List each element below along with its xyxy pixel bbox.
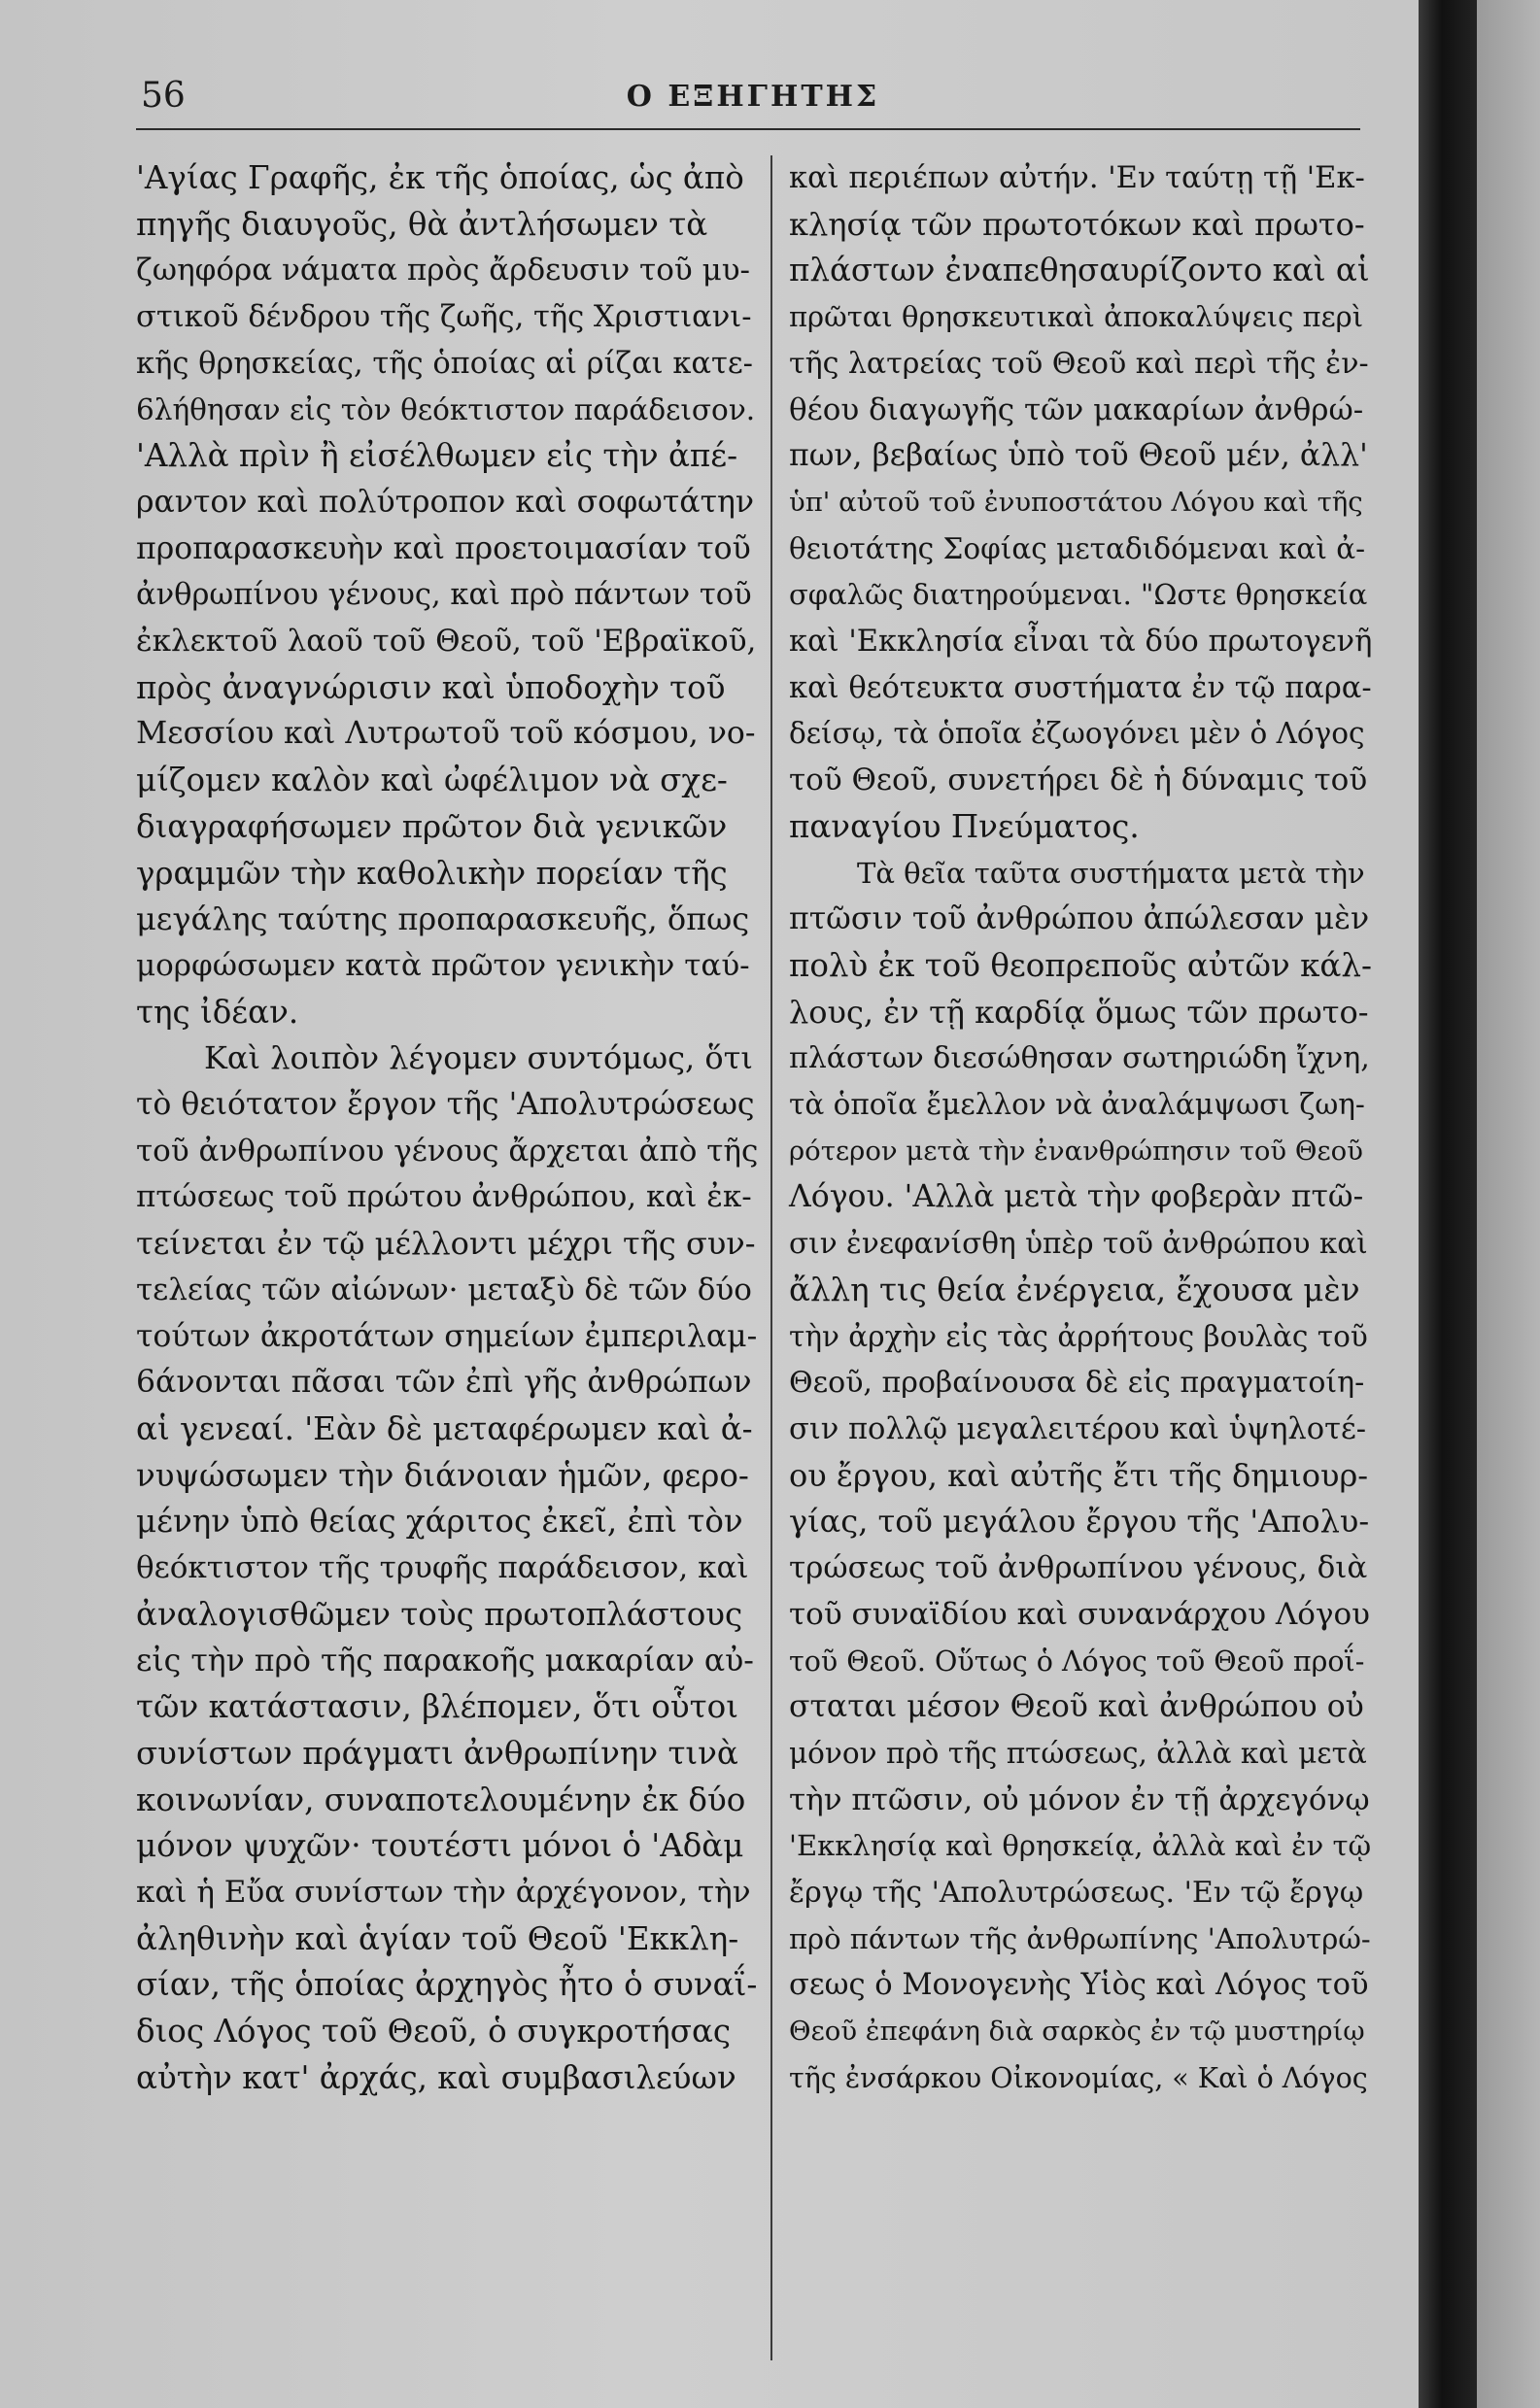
text-line: τῆς λατρείας τοῦ Θεοῦ καὶ περὶ τῆς ἐν- <box>789 346 1369 381</box>
text-line: ὑπ' αὐτοῦ τοῦ ἐνυποστάτου Λόγου καὶ τῆς <box>789 486 1363 518</box>
text-line: τρώσεως τοῦ ἀνθρωπίνου γένους, διὰ <box>789 1550 1368 1586</box>
left-text-column <box>136 155 758 2102</box>
text-line: τοῦ Θεοῦ, συνετήρει δὲ ἡ δύναμις τοῦ <box>789 763 1368 798</box>
text-line: θεόκτιστον τῆς τρυφῆς παράδεισον, καὶ <box>136 1550 749 1586</box>
text-line: ἀναλογισθῶμεν τοὺς πρωτοπλάστους <box>136 1595 743 1633</box>
text-line: πλάστων ἐναπεθησαυρίζοντο καὶ αἱ <box>789 252 1370 289</box>
text-line: κῆς θρησκείας, τῆς ὁποίας αἱ ρίζαι κατε- <box>136 346 753 381</box>
text-line: πρὸ πάντων τῆς ἀνθρωπίνης 'Απολυτρώ- <box>789 1921 1371 1955</box>
text-line: τελείας τῶν αἰώνων· μεταξὺ δὲ τῶν δύο <box>136 1272 752 1307</box>
text-line: Μεσσίου καὶ Λυτρωτοῦ τοῦ κόσμου, νο- <box>136 716 756 752</box>
text-line: τοῦ ἀνθρωπίνου γένους ἄρχεται ἀπὸ τῆς <box>136 1133 759 1169</box>
text-line: τῆς ἐνσάρκου Οἰκονομίας, « Καὶ ὁ Λόγος <box>789 2061 1368 2094</box>
text-line: τοῦ συναϊδίου καὶ συνανάρχου Λόγου <box>789 1596 1370 1632</box>
text-line: της ἰδέαν. <box>136 993 299 1031</box>
text-line: τῶν κατάστασιν, βλέπομεν, ὅτι οὗτοι <box>136 1688 738 1726</box>
text-line: κοινωνίαν, συναποτελουμένην ἐκ δύο <box>136 1781 746 1818</box>
text-line: τείνεται ἐν τῷ μέλλοντι μέχρι τῆς συν- <box>136 1225 756 1263</box>
text-line: διος Λόγος τοῦ Θεοῦ, ὁ συγκροτήσας <box>136 2013 732 2051</box>
running-title: Ο ΕΞΗΓΗΤΗΣ <box>626 80 880 114</box>
text-line: θειοτάτης Σοφίας μεταδιδόμεναι καὶ ἀ- <box>789 531 1366 565</box>
text-line: ἐκλεκτοῦ λαοῦ τοῦ Θεοῦ, τοῦ 'Εβραϊκοῦ, <box>136 624 757 660</box>
text-line: τοῦ Θεοῦ. Οὕτως ὁ Λόγος τοῦ Θεοῦ προΐ- <box>789 1645 1365 1678</box>
text-line: νυψώσωμεν τὴν διάνοιαν ἡμῶν, φερο- <box>136 1456 749 1494</box>
text-line: μεγάλης ταύτης προπαρασκευῆς, ὅπως <box>136 900 750 938</box>
right-text-column <box>789 155 1372 2102</box>
page-header <box>141 76 1365 124</box>
text-line: 'Αλλὰ πρὶν ἢ εἰσέλθωμεν εἰς τὴν ἀπέ- <box>136 437 738 475</box>
text-line: καὶ περιέπων αὐτήν. 'Εν ταύτῃ τῇ 'Εκ- <box>789 161 1365 195</box>
text-line: τὴν πτῶσιν, οὐ μόνον ἐν τῇ ἀρχεγόνῳ <box>789 1781 1370 1817</box>
text-line: αὐτὴν κατ' ἀρχάς, καὶ συμβασιλεύων <box>136 2058 736 2096</box>
text-line: ἀνθρωπίνου γένους, καὶ πρὸ πάντων τοῦ <box>136 578 752 613</box>
text-line: πολὺ ἐκ τοῦ θεοπρεποῦς αὐτῶν κάλ- <box>789 946 1372 984</box>
text-line: σεως ὁ Μονογενὴς Υἱὸς καὶ Λόγος τοῦ <box>789 1968 1369 2003</box>
text-line: 'Αγίας Γραφῆς, ἐκ τῆς ὁποίας, ὡς ἀπὸ <box>136 159 744 196</box>
text-line: τὸ θειότατον ἔργον τῆς 'Απολυτρώσεως <box>136 1087 755 1123</box>
text-line: ἀληθινὴν καὶ ἁγίαν τοῦ Θεοῦ 'Εκκλη- <box>136 1919 739 1957</box>
text-line: συνίστων πράγματι ἀνθρωπίνην τινὰ <box>136 1734 738 1772</box>
text-line: πλάστων διεσώθησαν σωτηριώδη ἴχνη, <box>789 1041 1370 1076</box>
text-line: πτώσεως τοῦ πρώτου ἀνθρώπου, καὶ ἐκ- <box>136 1179 752 1215</box>
text-line: πρὸς ἀναγνώρισιν καὶ ὑποδοχὴν τοῦ <box>136 668 726 706</box>
text-line: Καὶ λοιπὸν λέγομεν συντόμως, ὅτι <box>204 1039 753 1077</box>
text-line: ου ἔργου, καὶ αὐτῆς ἔτι τῆς δημιουρ- <box>789 1456 1369 1494</box>
text-line: δείσῳ, τὰ ὁποῖα ἐζωογόνει μὲν ὁ Λόγος <box>789 717 1365 751</box>
text-line: ἔργῳ τῆς 'Απολυτρώσεως. 'Εν τῷ ἔργῳ <box>789 1876 1364 1911</box>
book-spine <box>1419 0 1477 2408</box>
text-line: Τὰ θεῖα ταῦτα συστήματα μετὰ τὴν <box>857 856 1365 890</box>
text-line: Θεοῦ ἐπεφάνη διὰ σαρκὸς ἐν τῷ μυστηρίῳ <box>789 2016 1365 2048</box>
column-divider <box>770 155 772 2360</box>
text-line: θέου διαγωγῆς τῶν μακαρίων ἀνθρώ- <box>789 391 1364 427</box>
text-line: πρῶται θρησκευτικαὶ ἀποκαλύψεις περὶ <box>789 300 1364 334</box>
text-line: ρότερον μετὰ τὴν ἐνανθρώπησιν τοῦ Θεοῦ <box>789 1135 1363 1167</box>
text-line: ἄλλη τις θεία ἐνέργεια, ἔχουσα μὲν <box>789 1271 1360 1308</box>
text-line: ραντον καὶ πολύτροπον καὶ σοφωτάτην <box>136 484 755 520</box>
text-line: 6λήθησαν εἰς τὸν θεόκτιστον παράδεισον. <box>136 392 756 426</box>
header-rule <box>136 128 1360 130</box>
text-line: πων, βεβαίως ὑπὸ τοῦ Θεοῦ μέν, ἀλλ' <box>789 438 1368 474</box>
text-line: μορφώσωμεν κατὰ πρῶτον γενικὴν ταύ- <box>136 947 750 983</box>
text-line: πτῶσιν τοῦ ἀνθρώπου ἀπώλεσαν μὲν <box>789 901 1370 937</box>
text-line: μόνον ψυχῶν· τουτέστι μόνοι ὁ 'Αδὰμ <box>136 1827 744 1865</box>
text-line: καὶ 'Εκκλησία εἶναι τὰ δύο πρωτογενῆ <box>789 625 1373 660</box>
text-line: διαγραφήσωμεν πρῶτον διὰ γενικῶν <box>136 807 728 845</box>
text-line: 6άνονται πᾶσαι τῶν ἐπὶ γῆς ἀνθρώπων <box>136 1365 752 1401</box>
text-line: μόνον πρὸ τῆς πτώσεως, ἀλλὰ καὶ μετὰ <box>789 1736 1367 1770</box>
text-line: πηγῆς διαυγοῦς, θὰ ἀντλήσωμεν τὰ <box>136 205 708 243</box>
text-line: γραμμῶν τὴν καθολικὴν πορείαν τῆς <box>136 854 728 892</box>
text-line: σίαν, τῆς ὁποίας ἀρχηγὸς ἦτο ὁ συναΐ- <box>136 1966 758 2004</box>
text-line: αἱ γενεαί. 'Εὰν δὲ μεταφέρωμεν καὶ ἀ- <box>136 1409 753 1447</box>
text-line: τὰ ὁποῖα ἔμελλον νὰ ἀναλάμψωσι ζωη- <box>789 1088 1365 1122</box>
facing-page-edge <box>1477 0 1540 2408</box>
text-line: λους, ἐν τῇ καρδίᾳ ὅμως τῶν πρωτο- <box>789 993 1369 1031</box>
text-line: σταται μέσον Θεοῦ καὶ ἀνθρώπου οὐ <box>789 1689 1364 1725</box>
text-line: μένην ὑπὸ θείας χάριτος ἐκεῖ, ἐπὶ τὸν <box>136 1503 743 1541</box>
text-line: 'Εκκλησίᾳ καὶ θρησκείᾳ, ἀλλὰ καὶ ἐν τῷ <box>789 1829 1372 1863</box>
text-line: καὶ ἡ Εὔα συνίστων τὴν ἀρχέγονον, τὴν <box>136 1875 751 1911</box>
text-line: σιν πολλῷ μεγαλειτέρου καὶ ὑψηλοτέ- <box>789 1411 1367 1446</box>
text-line: σφαλῶς διατηρούμεναι. "Ωστε θρησκεία <box>789 578 1368 612</box>
text-line: καὶ θεότευκτα συστήματα ἐν τῷ παρα- <box>789 670 1372 705</box>
text-line: ζωηφόρα νάματα πρὸς ἄρδευσιν τοῦ μυ- <box>136 253 751 288</box>
text-line: προπαρασκευὴν καὶ προετοιμασίαν τοῦ <box>136 530 751 566</box>
text-line: γίας, τοῦ μεγάλου ἔργου τῆς 'Απολυ- <box>789 1503 1370 1541</box>
text-line: παναγίου Πνεύματος. <box>789 807 1140 845</box>
text-line: μίζομεν καλὸν καὶ ὠφέλιμον νὰ σχε- <box>136 762 728 799</box>
text-line: Λόγου. 'Αλλὰ μετὰ τὴν φοβερὰν πτῶ- <box>789 1179 1364 1215</box>
text-line: κλησίᾳ τῶν πρωτοτόκων καὶ πρωτο- <box>789 205 1365 243</box>
text-line: σιν ἐνεφανίσθη ὑπὲρ τοῦ ἀνθρώπου καὶ <box>789 1227 1368 1261</box>
text-line: Θεοῦ, προβαίνουσα δὲ εἰς πραγματοίη- <box>789 1366 1365 1401</box>
page-number: 56 <box>141 76 186 116</box>
text-line: εἰς τὴν πρὸ τῆς παρακοῆς μακαρίαν αὐ- <box>136 1643 754 1679</box>
text-line: τούτων ἀκροτάτων σημείων ἐμπεριλαμ- <box>136 1318 758 1354</box>
text-line: στικοῦ δένδρου τῆς ζωῆς, τῆς Χριστιανι- <box>136 300 752 335</box>
text-line: τὴν ἀρχὴν εἰς τὰς ἀρρήτους βουλὰς τοῦ <box>789 1319 1368 1353</box>
